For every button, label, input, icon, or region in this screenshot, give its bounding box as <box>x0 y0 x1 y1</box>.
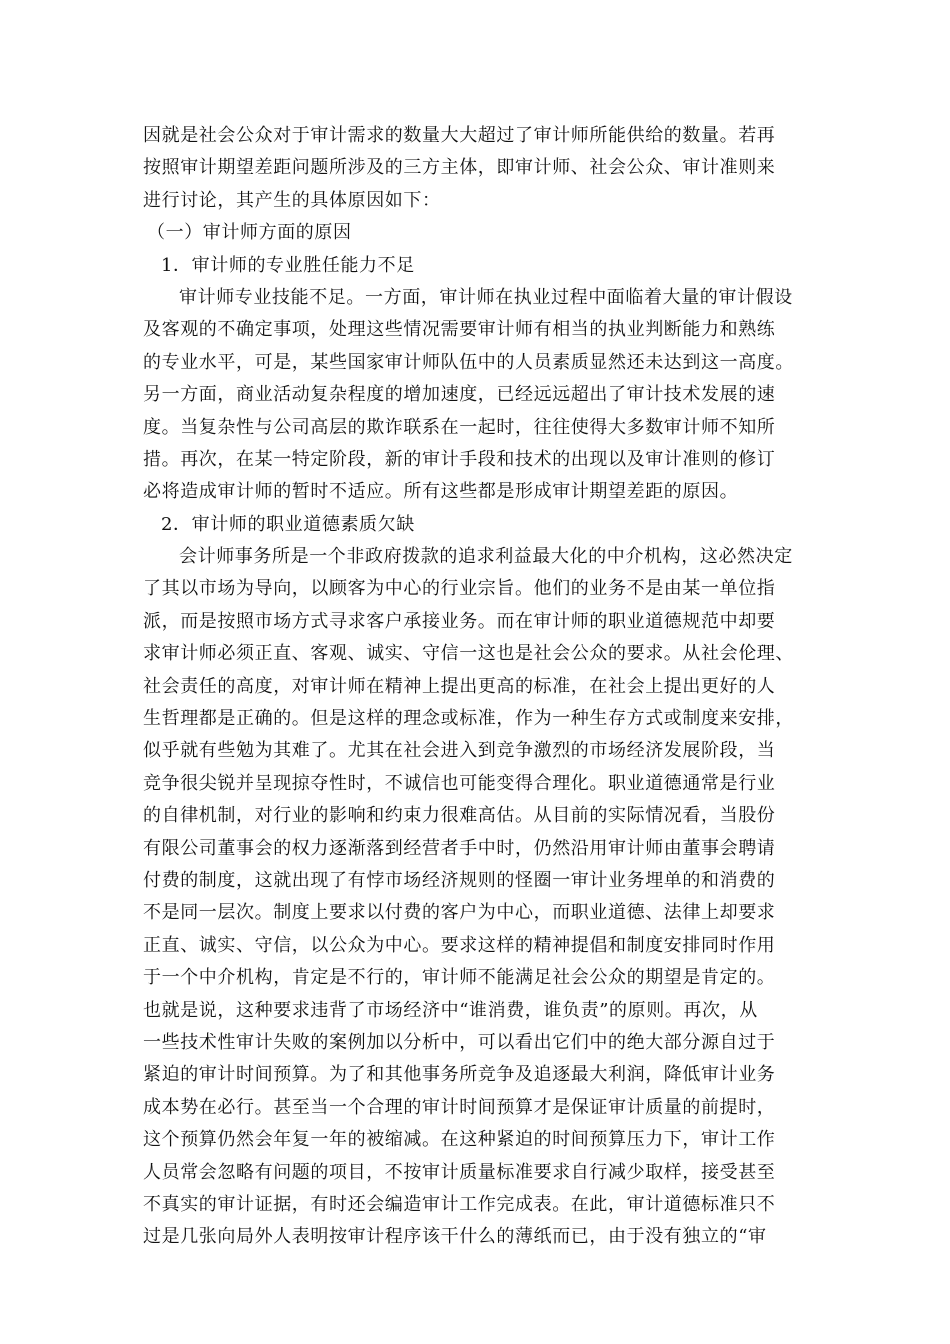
paragraph-first-line: 审计师专业技能不足。一方面，审计师在执业过程中面临着大量的审计假设 <box>179 286 793 308</box>
text-line: 这个预算仍然会年复一年的被缩减。在这种紧迫的时间预算压力下，审计工作 <box>143 1129 776 1151</box>
text-line: 竞争很尖锐并呈现掠夺性时，不诚信也可能变得合理化。职业道德通常是行业 <box>143 772 776 794</box>
text-line: 必将造成审计师的暂时不适应。所有这些都是形成审计期望差距的原因。 <box>143 481 739 503</box>
text-line: 进行讨论，其产生的具体原因如下： <box>143 189 441 211</box>
text-line: 度。当复杂性与公司高层的欺诈联系在一起时，往往使得大多数审计师不知所 <box>143 416 776 438</box>
text-line: 不真实的审计证据，有时还会编造审计工作完成表。在此，审计道德标准只不 <box>143 1193 776 1215</box>
text-line: 似乎就有些勉为其难了。尤其在社会进入到竞争激烈的市场经济发展阶段，当 <box>143 740 776 762</box>
text-line: 于一个中介机构，肯定是不行的，审计师不能满足社会公众的期望是肯定的。 <box>143 967 776 989</box>
text-line: 不是同一层次。制度上要求以付费的客户为中心，而职业道德、法律上却要求 <box>143 902 776 924</box>
text-line: 也就是说，这种要求违背了市场经济中“谁消费，谁负责”的原则。再次，从 <box>143 999 758 1021</box>
text-line: 人员常会忽略有问题的项目，不按审计质量标准要求自行减少取样，接受甚至 <box>143 1161 776 1183</box>
paragraph-first-line: 会计师事务所是一个非政府拨款的追求利益最大化的中介机构，这必然决定 <box>179 546 793 568</box>
subsection-heading: 1．审计师的专业胜任能力不足 <box>161 254 415 276</box>
section-heading: （一）审计师方面的原因 <box>147 222 352 244</box>
text-line: 了其以市场为导向，以顾客为中心的行业宗旨。他们的业务不是由某一单位指 <box>143 578 776 600</box>
text-line: 派，而是按照市场方式寻求客户承接业务。而在审计师的职业道德规范中却要 <box>143 610 776 632</box>
text-line: 生哲理都是正确的。但是这样的理念或标准，作为一种生存方式或制度来安排， <box>143 708 794 730</box>
text-line: 求审计师必须正直、客观、诚实、守信一这也是社会公众的要求。从社会伦理、 <box>143 643 794 665</box>
text-line: 成本势在必行。甚至当一个合理的审计时间预算才是保证审计质量的前提时， <box>143 1096 776 1118</box>
text-line: 一些技术性审计失败的案例加以分析中，可以看出它们中的绝大部分源自过于 <box>143 1031 776 1053</box>
text-line: 的专业水平，可是，某些国家审计师队伍中的人员素质显然还未达到这一高度。 <box>143 351 794 373</box>
text-line: 因就是社会公众对于审计需求的数量大大超过了审计师所能供给的数量。若再 <box>143 125 776 146</box>
document-body <box>143 120 815 1254</box>
text-line: 过是几张向局外人表明按审计程序该干什么的薄纸而已，由于没有独立的“审 <box>143 1226 767 1248</box>
text-line: 措。再次，在某一特定阶段，新的审计手段和技术的出现以及审计准则的修订 <box>143 448 776 470</box>
text-line: 正直、诚实、守信，以公众为中心。要求这样的精神提倡和制度安排同时作用 <box>143 934 776 956</box>
text-line: 社会责任的高度，对审计师在精神上提出更高的标准，在社会上提出更好的人 <box>143 675 776 697</box>
text-line: 另一方面，商业活动复杂程度的增加速度，已经远远超出了审计技术发展的速 <box>143 384 776 406</box>
text-line: 有限公司董事会的权力逐渐落到经营者手中时，仍然沿用审计师由董事会聘请 <box>143 837 776 859</box>
text-line: 紧迫的审计时间预算。为了和其他事务所竞争及追逐最大利润，降低审计业务 <box>143 1064 776 1086</box>
text-line: 及客观的不确定事项，处理这些情况需要审计师有相当的执业判断能力和熟练 <box>143 319 776 341</box>
text-line: 的自律机制，对行业的影响和约束力很难高估。从目前的实际情况看，当股份 <box>143 805 776 827</box>
text-line: 付费的制度，这就出现了有悖市场经济规则的怪圈一审计业务埋单的和消费的 <box>143 869 776 891</box>
subsection-heading: 2．审计师的职业道德素质欠缺 <box>161 513 415 535</box>
text-line: 按照审计期望差距问题所涉及的三方主体，即审计师、社会公众、审计准则来 <box>143 157 776 179</box>
